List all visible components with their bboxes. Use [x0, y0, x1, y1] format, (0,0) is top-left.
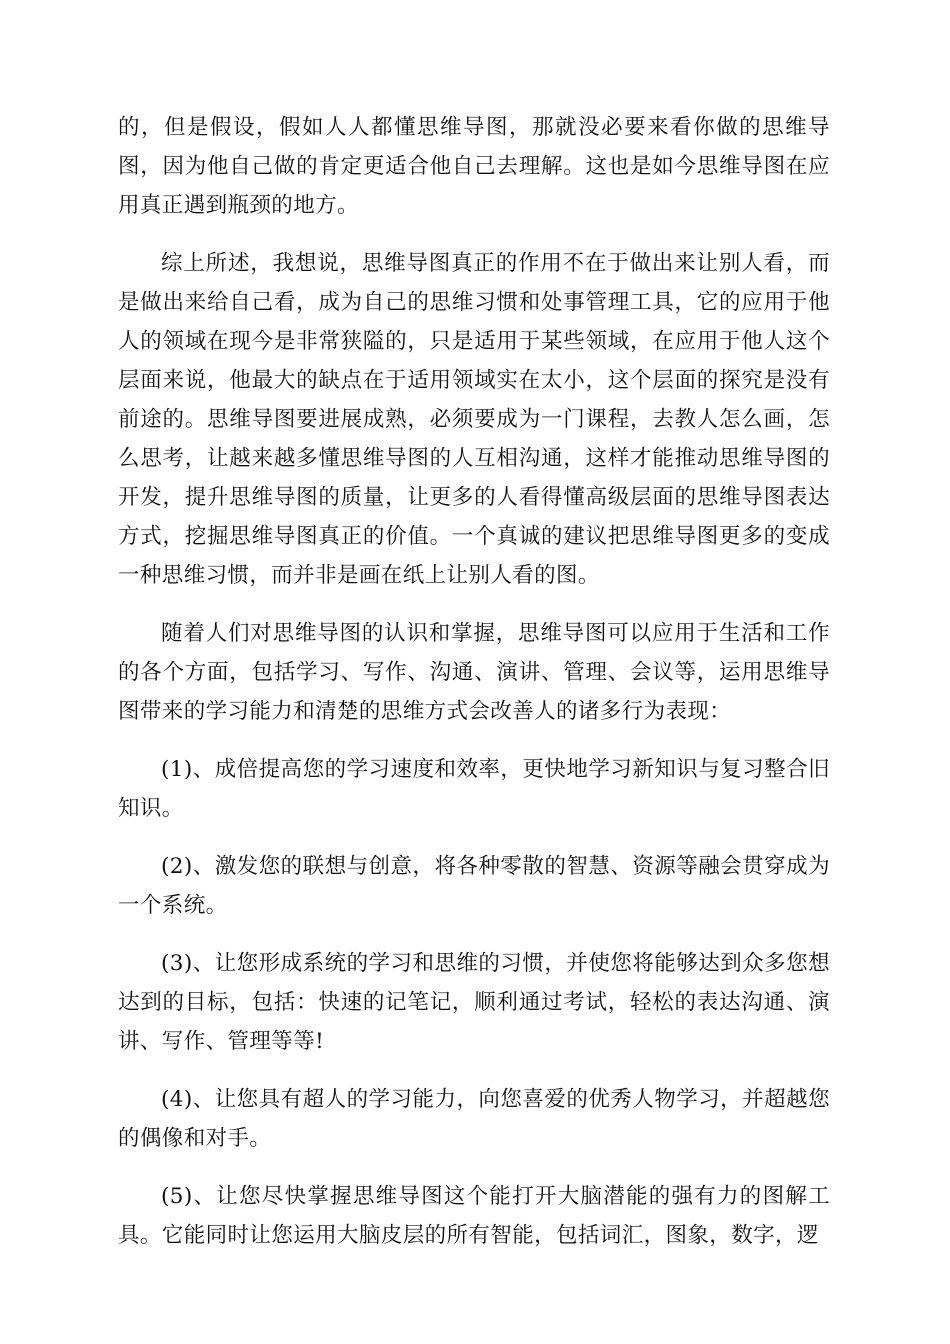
list-item-3: (3)、让您形成系统的学习和思维的习惯，并使您将能够达到众多您想达到的目标，包括：快速的记笔记，顺利通过考试，轻松的表达沟通、演讲、写作、管理等等!: [118, 951, 830, 1054]
paragraph-applications: 随着人们对思维导图的认识和掌握，思维导图可以应用于生活和工作的各个方面，包括学习、写作、沟通、演讲、管理、会议等，运用思维导图带来的学习能力和清楚的思维方式会改善人的诸多行为表现：: [118, 621, 830, 724]
list-item-2: (2)、激发您的联想与创意，将各种零散的智慧、资源等融会贯穿成为一个系统。: [118, 854, 830, 918]
list-item-4: (4)、让您具有超人的学习能力，向您喜爱的优秀人物学习，并超越您的偶像和对手。: [118, 1087, 830, 1151]
paragraph-summary: 综上所述，我想说，思维导图真正的作用不在于做出来让别人看，而是做出来给自己看，成为自己的思维习惯和处事管理工具，它的应用于他人的领域在现今是非常狭隘的，只是适用于某些领域，在应用于他人这个层面来说，他最大的缺点在于适用领域实在太小，这个层面的探究是没有前途的。思维导图要进展成熟，必须要成为一门课程，去教人怎么画，怎么思考，让越来越多懂思维导图的人互相沟通，这样才能推动思维导图的开发，提升思维导图的质量，让更多的人看得懂高级层面的思维导图表达方式，挖掘思维导图真正的价值。一个真诚的建议把思维导图更多的变成一种思维习惯，而并非是画在纸上让别人看的图。: [118, 251, 830, 588]
list-item-1: (1)、成倍提高您的学习速度和效率，更快地学习新知识与复习整合旧知识。: [118, 757, 830, 821]
document-body: [118, 108, 830, 1274]
paragraph-continuation: 的，但是假设，假如人人都懂思维导图，那就没必要来看你做的思维导图，因为他自己做的肯定更适合他自己去理解。这也是如今思维导图在应用真正遇到瓶颈的地方。: [118, 115, 830, 218]
list-item-5: (5)、让您尽快掌握思维导图这个能打开大脑潜能的强有力的图解工具。它能同时让您运用大脑皮层的所有智能，包括词汇，图象，数字，逻: [118, 1184, 830, 1248]
